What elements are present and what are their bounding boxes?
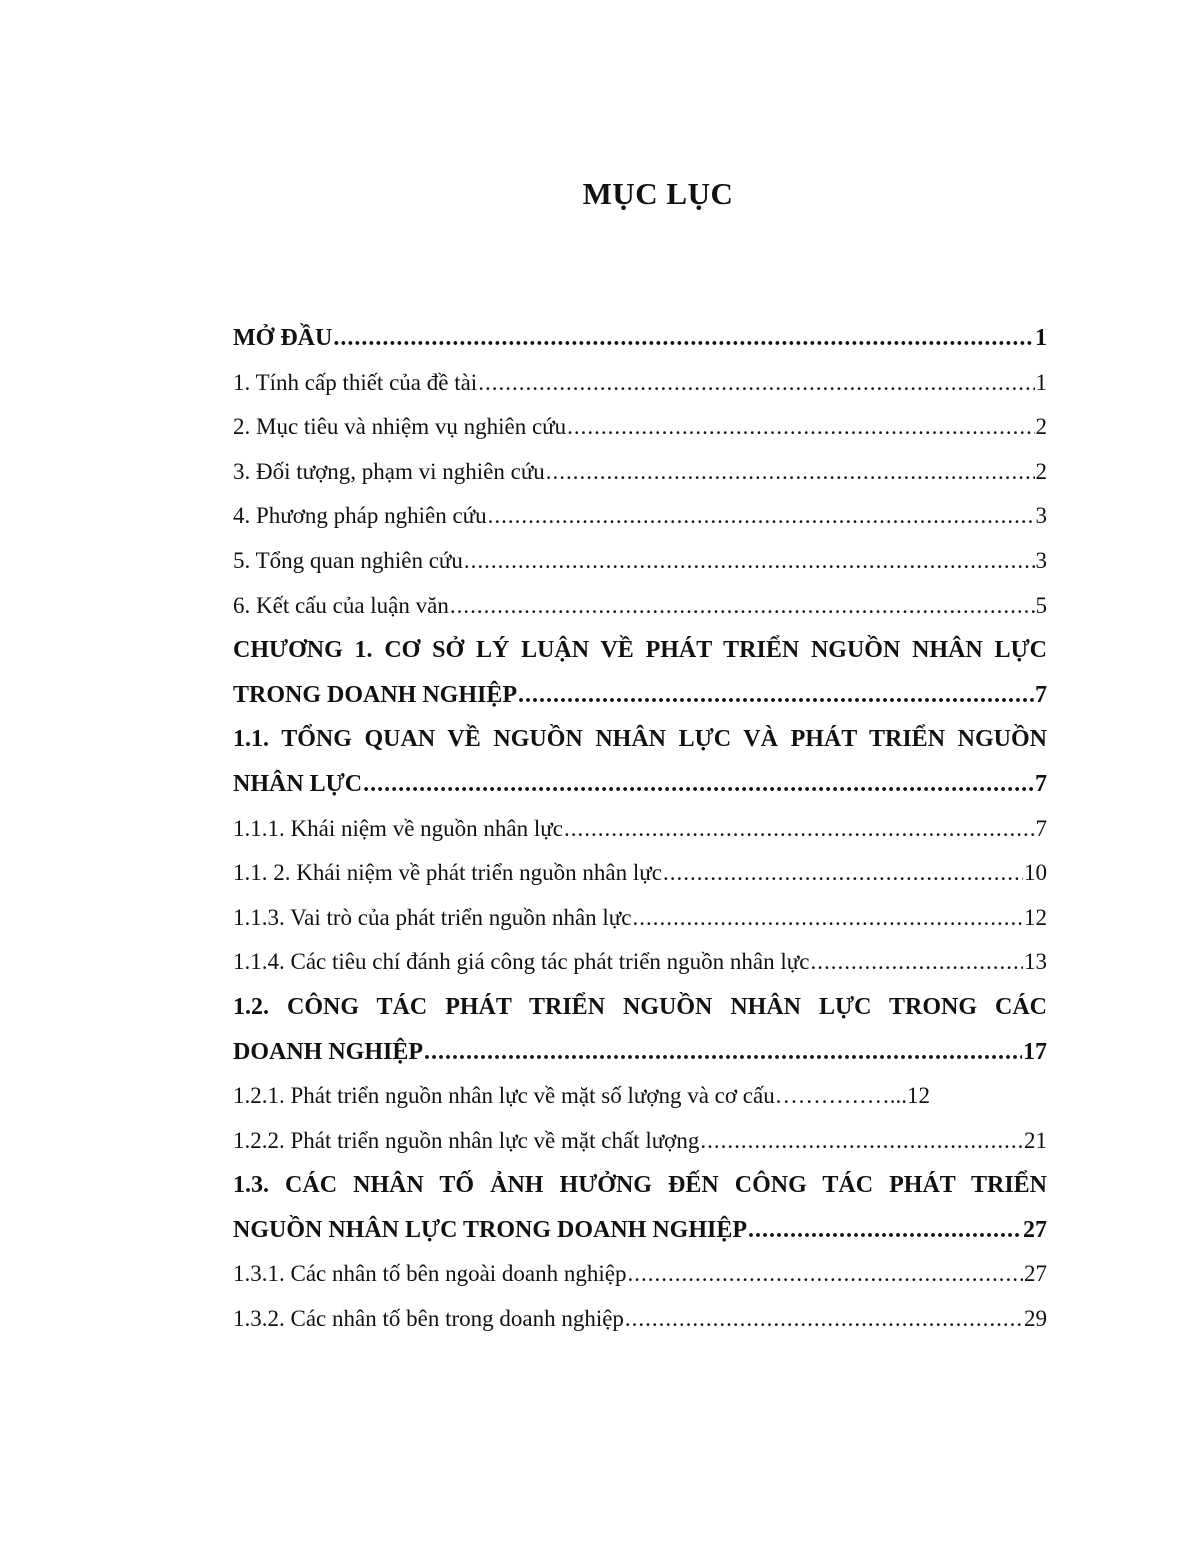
dot-leader	[424, 1030, 1022, 1075]
toc-entry-text: 1.1. 2. Khái niệm về phát triển nguồn nhân lực	[233, 860, 662, 886]
dot-leader	[700, 1119, 1023, 1164]
table-of-contents	[233, 316, 1047, 1342]
toc-entry-text: 5. Tổng quan nghiên cứu	[233, 547, 463, 573]
toc-entry[interactable]	[233, 584, 1047, 629]
toc-entry-text: 1.2.1. Phát triển nguồn nhân lực về mặt số lượng và cơ cấu……………...	[233, 1083, 907, 1109]
toc-entry[interactable]	[233, 807, 1047, 852]
toc-entry-text: 2. Mục tiêu và nhiệm vụ nghiên cứu	[233, 414, 567, 440]
dot-leader	[450, 584, 1035, 629]
toc-entry-page: 13	[1024, 949, 1047, 975]
toc-entry[interactable]	[233, 494, 1047, 539]
toc-entry-text: 3. Đối tượng, phạm vi nghiên cứu	[233, 458, 545, 484]
toc-entry[interactable]	[233, 940, 1047, 985]
toc-entry-page: 2	[1035, 458, 1047, 484]
toc-entry-page: 2	[1035, 414, 1047, 440]
toc-entry-page: 29	[1024, 1306, 1047, 1332]
toc-entry-page: 12	[1024, 904, 1047, 930]
toc-chapter-heading[interactable]	[233, 628, 1047, 673]
dot-leader	[810, 940, 1023, 985]
toc-entry-text: 1.1. TỔNG QUAN VỀ NGUỒN NHÂN LỰC VÀ PHÁT TRIỂN NGUỒN	[233, 726, 1047, 753]
toc-entry-page: 27	[1023, 1216, 1047, 1243]
dot-leader	[564, 807, 1035, 852]
toc-entry-text: NGUỒN NHÂN LỰC TRONG DOANH NGHIỆP	[233, 1216, 748, 1243]
toc-entry[interactable]	[233, 673, 1047, 718]
dot-leader	[464, 539, 1035, 584]
toc-entry[interactable]	[233, 851, 1047, 896]
toc-entry-text: 4. Phương pháp nghiên cứu	[233, 503, 487, 529]
toc-section-heading[interactable]	[233, 985, 1047, 1030]
toc-entry[interactable]	[233, 539, 1047, 584]
toc-entry-page: 12	[906, 1083, 930, 1109]
toc-entry-page: 21	[1024, 1127, 1047, 1153]
toc-entry-text: NHÂN LỰC	[233, 770, 363, 797]
dot-leader	[488, 494, 1035, 539]
dot-leader	[748, 1208, 1022, 1253]
toc-entry[interactable]	[233, 1297, 1047, 1342]
dot-leader	[478, 361, 1034, 406]
dot-leader	[627, 1252, 1023, 1297]
dot-leader	[546, 450, 1035, 495]
toc-entry[interactable]	[233, 762, 1047, 807]
toc-entry-text: 1.3. CÁC NHÂN TỐ ẢNH HƯỞNG ĐẾN CÔNG TÁC PHÁT TRIỂN	[233, 1172, 1047, 1199]
toc-entry-page: 5	[1035, 592, 1047, 618]
toc-entry-text: 6. Kết cấu của luận văn	[233, 592, 449, 618]
dot-leader	[632, 896, 1023, 941]
toc-entry-text: DOANH NGHIỆP	[233, 1038, 424, 1065]
toc-entry[interactable]	[233, 1208, 1047, 1253]
toc-entry-text: 1.2. CÔNG TÁC PHÁT TRIỂN NGUỒN NHÂN LỰC TRONG CÁC	[233, 993, 1047, 1020]
toc-entry[interactable]	[233, 405, 1047, 450]
toc-entry-text: 1. Tính cấp thiết của đề tài	[233, 369, 478, 395]
toc-entry-text: TRONG DOANH NGHIỆP	[233, 681, 518, 708]
toc-entry[interactable]	[233, 1074, 1047, 1119]
toc-section-heading[interactable]	[233, 717, 1047, 762]
toc-entry-page: 1	[1035, 369, 1047, 395]
page-title: MỤC LỤC	[582, 176, 734, 211]
toc-entry-page: 1	[1035, 325, 1047, 351]
toc-entry[interactable]	[233, 361, 1047, 406]
dot-leader	[663, 851, 1023, 896]
toc-entry-text: 1.3.1. Các nhân tố bên ngoài doanh nghiệp	[233, 1261, 627, 1287]
toc-entry[interactable]	[233, 450, 1047, 495]
toc-entry-page: 7	[1035, 770, 1047, 797]
toc-entry-text: 1.1.3. Vai trò của phát triển nguồn nhân lực	[233, 904, 632, 930]
toc-entry-page: 7	[1035, 681, 1047, 708]
toc-entry-text: 1.2.2. Phát triển nguồn nhân lực về mặt chất lượng	[233, 1127, 700, 1153]
toc-entry-page: 7	[1035, 815, 1047, 841]
toc-entry-text: 1.3.2. Các nhân tố bên trong doanh nghiệp	[233, 1306, 624, 1332]
toc-entry-page: 27	[1024, 1261, 1047, 1287]
dot-leader	[333, 316, 1034, 361]
toc-entry-page: 10	[1024, 860, 1047, 886]
toc-entry[interactable]	[233, 1030, 1047, 1075]
toc-entry[interactable]	[233, 1119, 1047, 1164]
toc-entry[interactable]	[233, 896, 1047, 941]
dot-leader	[567, 405, 1034, 450]
toc-entry-text: CHƯƠNG 1. CƠ SỞ LÝ LUẬN VỀ PHÁT TRIỂN NGUỒN NHÂN LỰC	[233, 637, 1047, 664]
dot-leader	[363, 762, 1034, 807]
toc-entry-page: 17	[1023, 1038, 1047, 1065]
toc-entry[interactable]	[233, 316, 1047, 361]
toc-entry-text: MỞ ĐẦU	[233, 325, 333, 351]
toc-entry-text: 1.1.4. Các tiêu chí đánh giá công tác phát triển nguồn nhân lực	[233, 949, 810, 975]
dot-leader	[625, 1297, 1023, 1342]
toc-entry-page: 3	[1035, 547, 1047, 573]
dot-leader	[518, 673, 1034, 718]
toc-section-heading[interactable]	[233, 1163, 1047, 1208]
toc-entry[interactable]	[233, 1252, 1047, 1297]
toc-entry-text: 1.1.1. Khái niệm về nguồn nhân lực	[233, 815, 563, 841]
toc-entry-page: 3	[1035, 503, 1047, 529]
